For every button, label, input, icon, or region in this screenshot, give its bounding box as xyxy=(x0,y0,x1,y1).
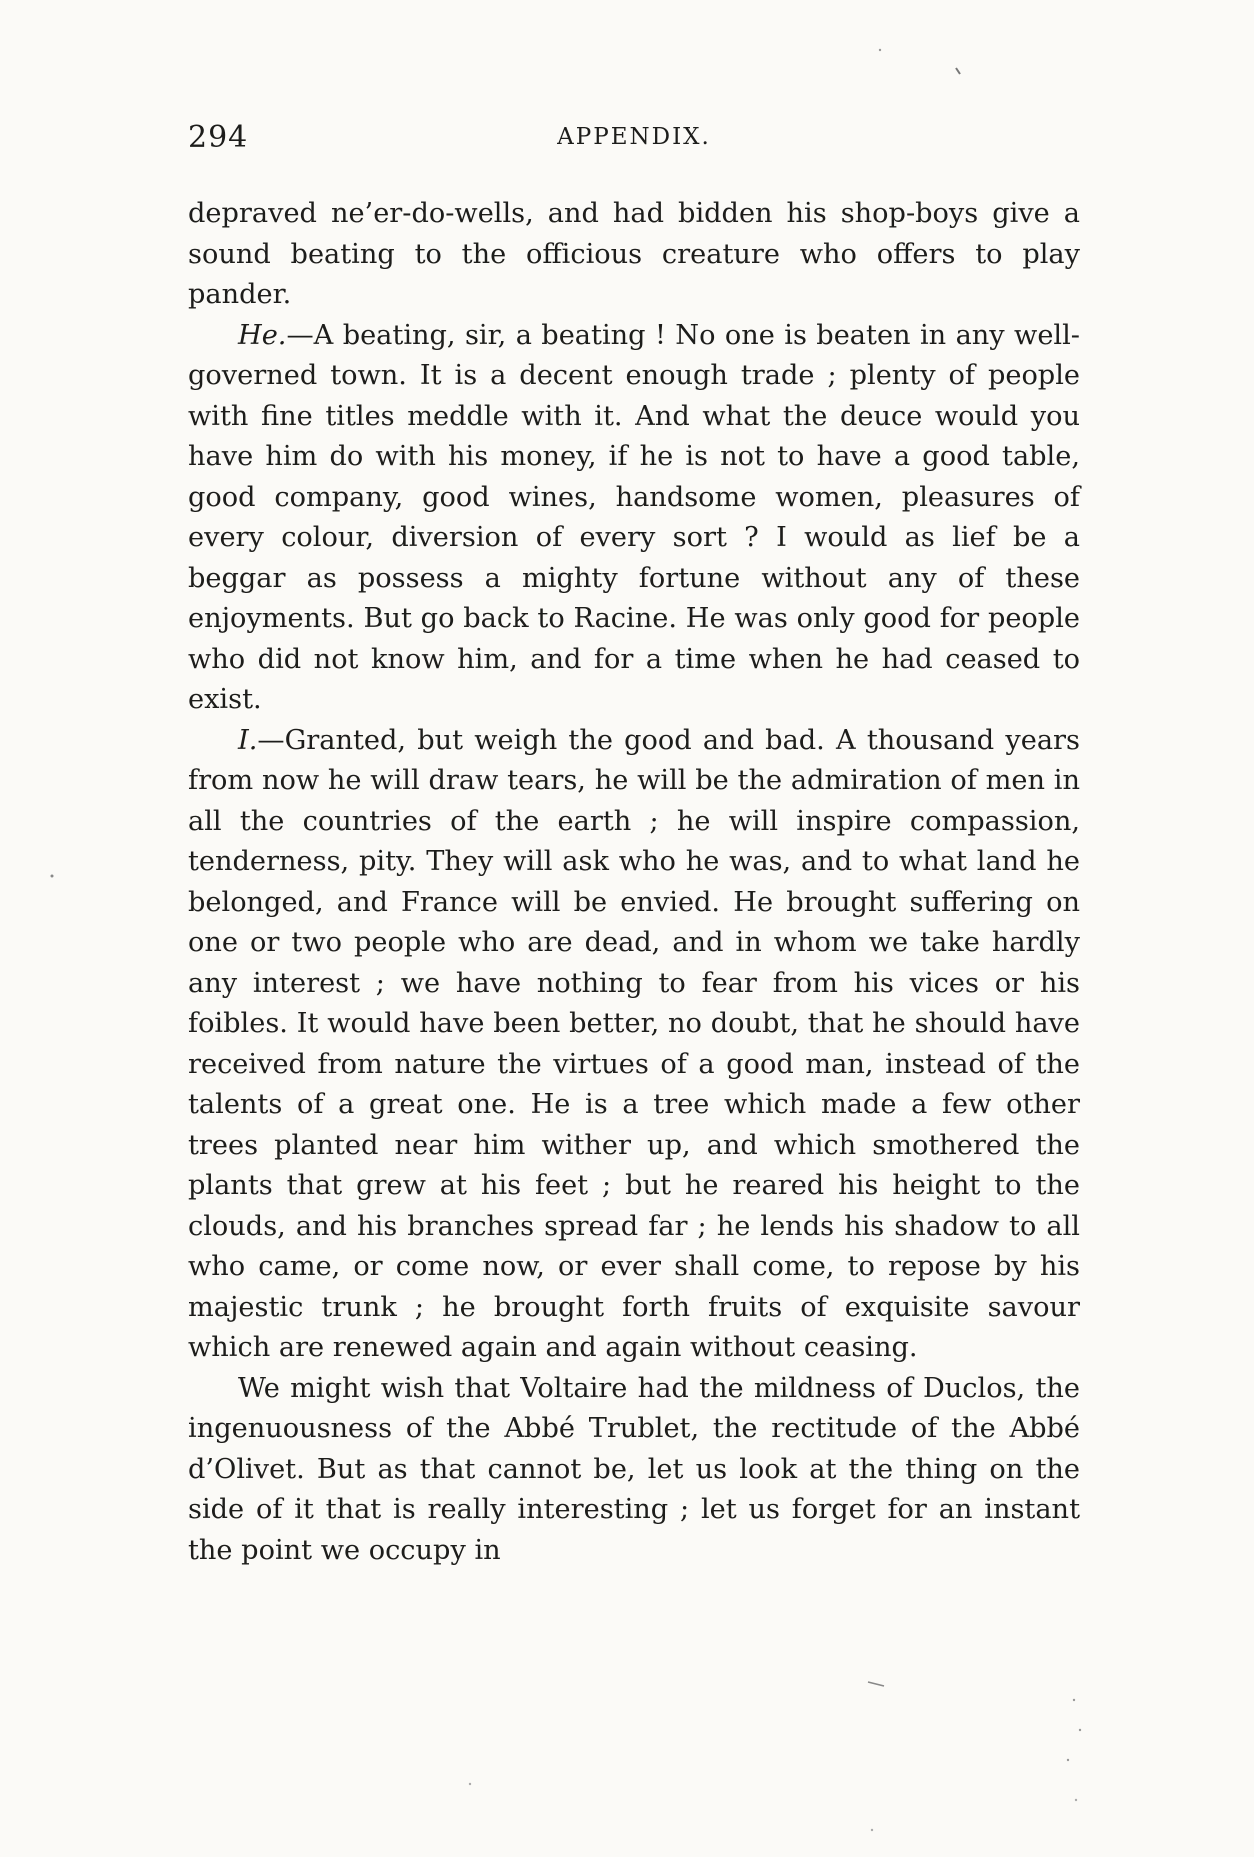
speaker-label-i: I. xyxy=(238,724,258,756)
paragraph-he-speech xyxy=(188,316,1080,721)
text-body xyxy=(188,194,1080,1571)
speaker-label-he: He. xyxy=(238,319,287,351)
paragraph-text: —A beating, sir, a beating ! No one is beaten in any well-governed town. It is a decent enough trade ; plenty of people with fine titles meddle with it. And what the deuce would you have him do with his money, if he is not to have a good table, good company, good wines, handsome women, pleasures of every colour, diversion of every sort ? I would as lief be a beggar as possess a mighty fortune without any of these enjoyments. But go back to Racine. He was only good for people who did not know him, and for a time when he had ceased to exist. xyxy=(188,319,1080,715)
running-title: APPENDIX. xyxy=(557,124,711,150)
paragraph-commentary xyxy=(188,1369,1080,1572)
paragraph-text: depraved ne’er-do-wells, and had bidden his shop-boys give a sound beating to the officious creature who offers to play pander. xyxy=(188,198,1080,310)
paragraph-continuation xyxy=(188,194,1080,316)
page-number: 294 xyxy=(188,120,249,155)
paragraph-i-speech xyxy=(188,721,1080,1369)
paragraph-text: —Granted, but weigh the good and bad. A thousand years from now he will draw tears, he will be the admiration of men in all the countries of the earth ; he will inspire compassion, tenderness, pity. They will ask who he was, and to what land he belonged, and France will be envied. He brought suffering on one or two people who are dead, and in whom we take hardly any interest ; we have nothing to fear from his vices or his foibles. It would have been better, no doubt, that he should have received from nature the virtues of a good man, instead of the talents of a great one. He is a tree which made a few other trees planted near him wither up, and which smothered the plants that grew at his feet ; but he reared his height to the clouds, and his branches spread far ; he lends his shadow to all who came, or come now, or ever shall come, to repose by his majestic trunk ; he brought forth fruits of exquisite savour which are renewed again and again without ceasing. xyxy=(188,724,1080,1363)
paragraph-text: We might wish that Voltaire had the mildness of Duclos, the ingenuousness of the Abbé Trublet, the rectitude of the Abbé d’Olivet. But as that cannot be, let us look at the thing on the side of it that is really interesting ; let us forget for an instant the point we occupy in xyxy=(188,1372,1080,1566)
running-head xyxy=(188,120,1080,160)
